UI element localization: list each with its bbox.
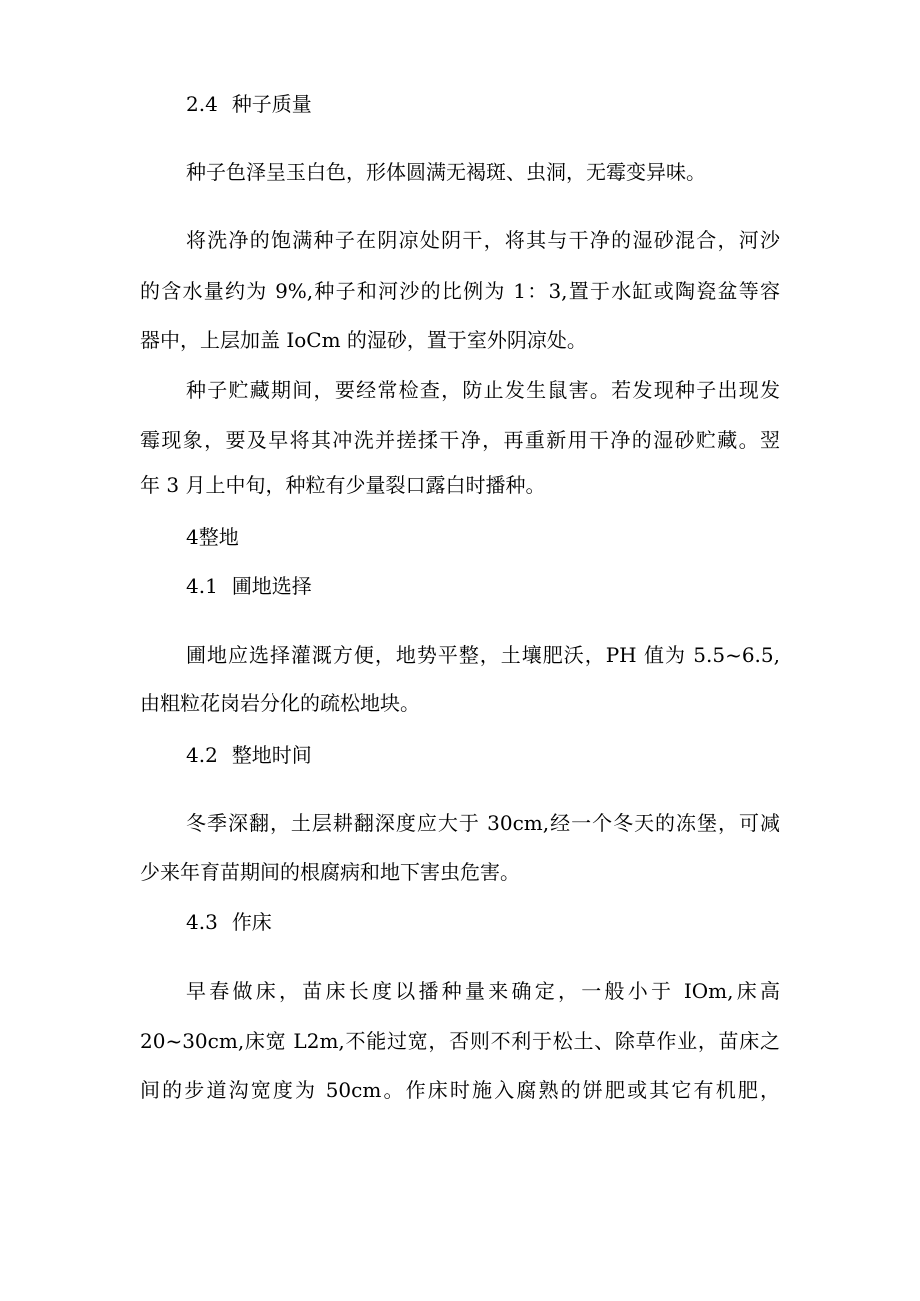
section-heading-4-2 <box>186 740 312 770</box>
section-number: 4.2 <box>186 743 218 767</box>
section-heading-4-3 <box>186 907 272 937</box>
paragraph-line: 冬季深翻，土层耕翻深度应大于 30cm,经一个冬天的冻堡，可减 <box>186 811 780 835</box>
paragraph-line: 间的步道沟宽度为 50cm。作床时施入腐熟的饼肥或其它有机肥， <box>140 1078 780 1102</box>
paragraph-line: 种子贮藏期间，要经常检查，防止发生鼠害。若发现种子出现发 <box>186 378 780 402</box>
section-title: 整地时间 <box>231 743 312 767</box>
section-title: 圃地选择 <box>231 574 312 598</box>
section-number: 4.3 <box>186 910 218 934</box>
paragraph-line: 少来年育苗期间的根腐病和地下害虫危害。 <box>140 860 520 884</box>
section-title: 作床 <box>231 910 272 934</box>
paragraph-line: 圃地应选择灌溉方便，地势平整，土壤肥沃，PH 值为 5.5~6.5, <box>186 643 780 667</box>
section-heading-2-4 <box>186 89 312 119</box>
paragraph-line: 的含水量约为 9%,种子和河沙的比例为 1：3,置于水缸或陶瓷盆等容 <box>140 279 780 303</box>
section-heading-4: 4整地 <box>186 525 239 549</box>
paragraph-line: 由粗粒花岗岩分化的疏松地块。 <box>140 691 420 715</box>
section-title: 种子质量 <box>231 92 312 116</box>
paragraph-line: 20~30cm,床宽 L2m,不能过宽，否则不利于松土、除草作业，苗床之 <box>140 1029 780 1053</box>
section-number: 4.1 <box>186 574 218 598</box>
paragraph-line: 种子色泽呈玉白色，形体圆满无褐斑、虫洞，无霉变异味。 <box>186 160 706 184</box>
section-number: 2.4 <box>186 92 218 116</box>
section-heading-4-1 <box>186 571 312 601</box>
paragraph-line: 年 3 月上中旬，种粒有少量裂口露白时播种。 <box>140 473 546 497</box>
paragraph-line: 器中，上层加盖 IoCm 的湿砂，置于室外阴凉处。 <box>140 328 587 352</box>
paragraph-line: 霉现象，要及早将其冲洗并搓揉干净，再重新用干净的湿砂贮藏。翌 <box>140 428 780 452</box>
paragraph-line: 将洗净的饱满种子在阴凉处阴干，将其与干净的湿砂混合，河沙 <box>186 228 780 252</box>
paragraph-line: 早春做床，苗床长度以播种量来确定，一般小于 IOm,床高 <box>186 979 780 1003</box>
